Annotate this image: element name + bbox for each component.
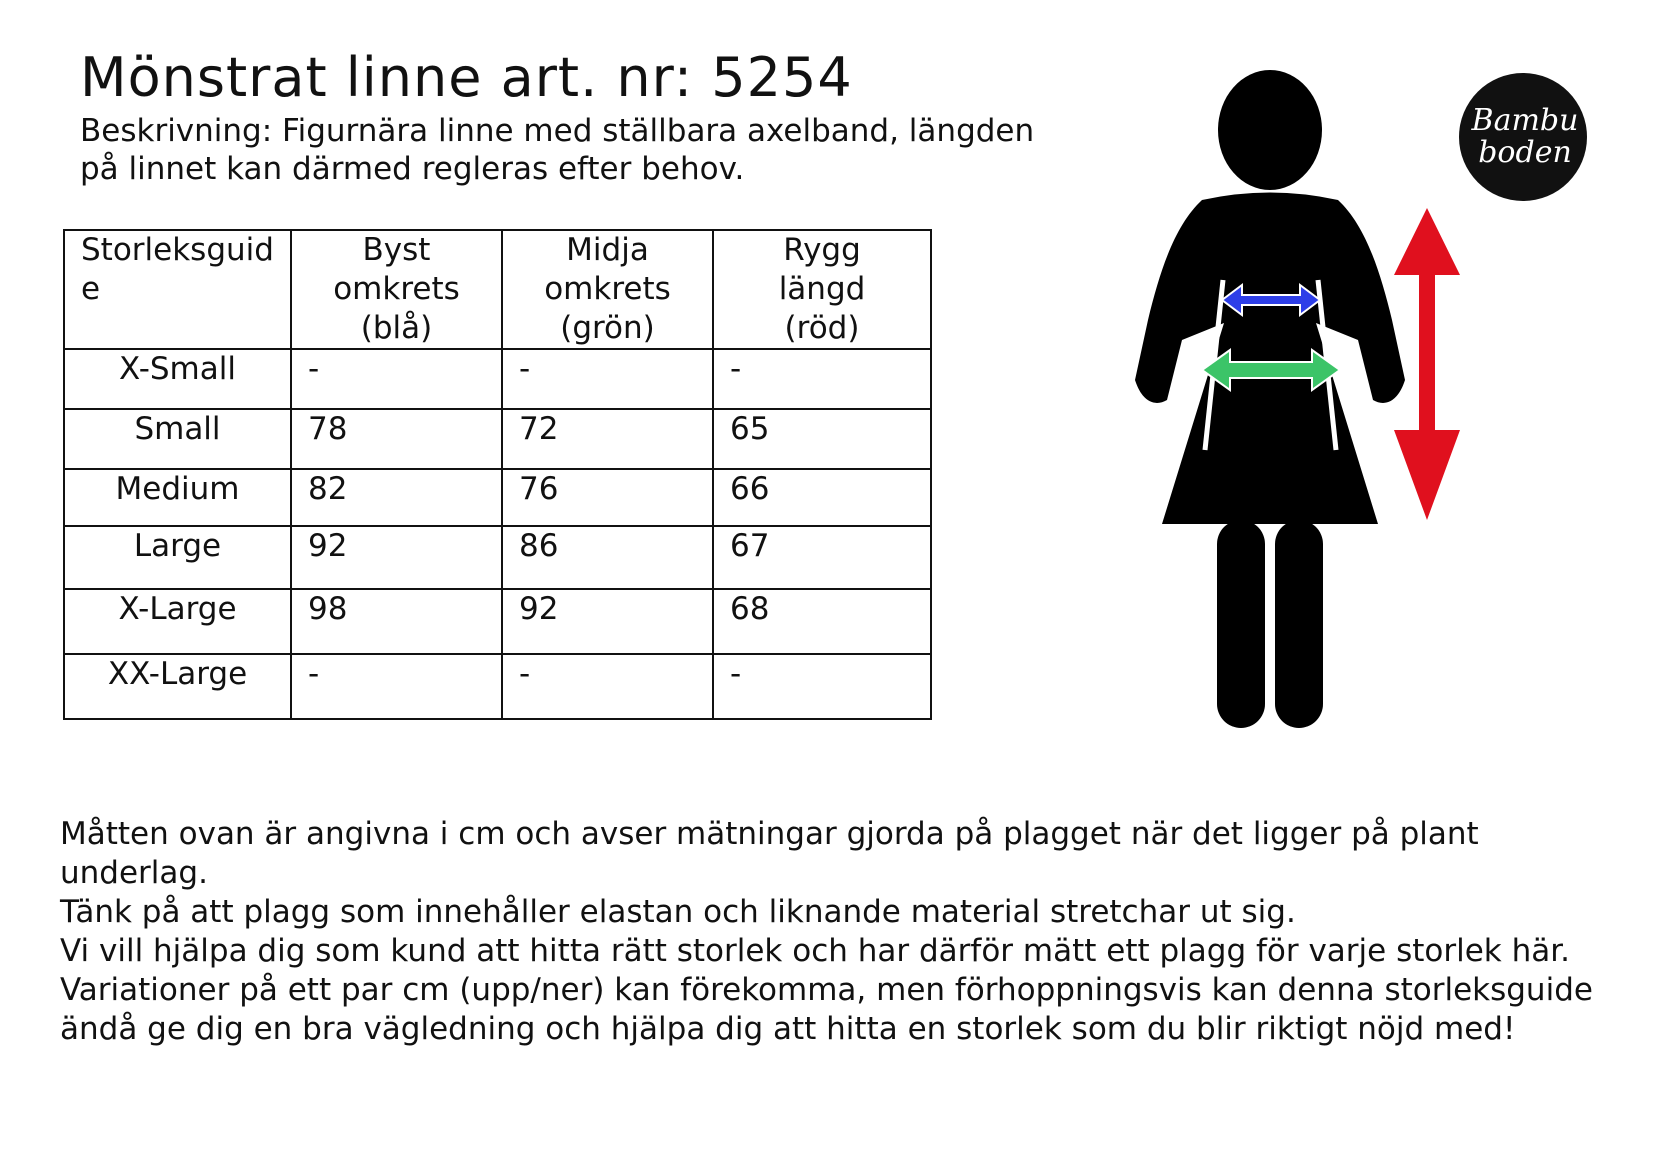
back-length-value: 66 (713, 469, 931, 526)
size-label: Medium (64, 469, 291, 526)
page-title: Mönstrat linne art. nr: 5254 (80, 46, 853, 109)
size-label: Large (64, 526, 291, 589)
waist-value: 72 (502, 409, 713, 469)
back-length-value: 67 (713, 526, 931, 589)
logo-text-line2: boden (1478, 135, 1572, 170)
description-line: på linnet kan därmed regleras efter behov. (80, 151, 745, 187)
waist-value: 76 (502, 469, 713, 526)
bust-value: - (291, 349, 502, 409)
header-waist: Midja omkrets (grön) (502, 230, 713, 349)
bust-value: 82 (291, 469, 502, 526)
table-row (64, 409, 931, 469)
logo-text-line1: Bambu (1471, 103, 1579, 138)
note-paragraph: Måtten ovan är angivna i cm och avser mätningar gjorda på plagget när det ligger på plant underlag. (60, 816, 1479, 891)
length-arrow-icon (1394, 208, 1460, 520)
back-length-value: 65 (713, 409, 931, 469)
waist-value: - (502, 654, 713, 719)
table-row (64, 349, 931, 409)
waist-value: - (502, 349, 713, 409)
size-label: X-Large (64, 589, 291, 654)
waist-value: 86 (502, 526, 713, 589)
measurement-figure (1130, 60, 1470, 750)
table-row (64, 469, 931, 526)
bust-value: 78 (291, 409, 502, 469)
back-length-value: - (713, 349, 931, 409)
female-silhouette-icon (1135, 70, 1405, 728)
size-guide-table (63, 229, 932, 720)
table-row (64, 654, 931, 719)
table-row (64, 526, 931, 589)
notes-section (60, 815, 1620, 1049)
bust-value: 92 (291, 526, 502, 589)
size-label: X-Small (64, 349, 291, 409)
header-back-length: Rygg längd (röd) (713, 230, 931, 349)
description-line: Beskrivning: Figurnära linne med ställbara axelband, längden (80, 113, 1035, 149)
bambuboden-logo (1458, 72, 1588, 202)
bust-value: 98 (291, 589, 502, 654)
header-bust: Byst omkrets (blå) (291, 230, 502, 349)
size-label: XX-Large (64, 654, 291, 719)
note-paragraph: Tänk på att plagg som innehåller elastan och liknande material stretchar ut sig. (60, 894, 1296, 930)
note-paragraph: Vi vill hjälpa dig som kund att hitta rätt storlek och har därför mätt ett plagg för varje storlek här. Variationer på ett par cm (upp/ner) kan förekomma, men förhoppningsvis kan denna storleksguide ändå ge dig en bra vägledning och hjälpa dig att hitta en storlek som du blir riktigt nöjd med! (60, 933, 1593, 1047)
size-label: Small (64, 409, 291, 469)
header-size-guide: Storleksguide (64, 230, 291, 349)
waist-value: 92 (502, 589, 713, 654)
bust-value: - (291, 654, 502, 719)
table-row (64, 589, 931, 654)
back-length-value: - (713, 654, 931, 719)
product-description (80, 112, 1140, 188)
back-length-value: 68 (713, 589, 931, 654)
table-header-row (64, 230, 931, 349)
